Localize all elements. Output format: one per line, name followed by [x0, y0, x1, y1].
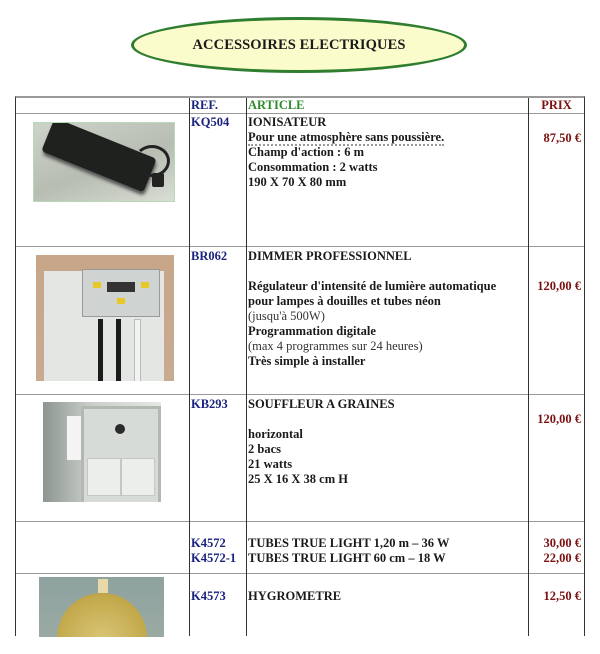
product-description — [247, 115, 529, 190]
souffleur-photo — [43, 402, 161, 502]
section-title-banner — [131, 17, 467, 73]
column-divider — [528, 98, 529, 636]
product-table — [15, 96, 585, 636]
product-spec: 190 X 70 X 80 mm — [248, 175, 347, 189]
product-spec: pour lampes à douilles et tubes néon — [248, 294, 441, 308]
dimmer-photo — [36, 255, 174, 381]
product-title: HYGROMETRE — [248, 589, 342, 603]
product-price: 120,00 € — [537, 412, 581, 426]
product-price: 12,50 € — [543, 589, 581, 603]
table-row — [16, 522, 584, 574]
section-title: ACCESSOIRES ELECTRIQUES — [192, 36, 406, 53]
product-spec: Consommation : 2 watts — [248, 160, 378, 174]
product-spec: Programmation digitale — [248, 324, 376, 338]
column-divider — [246, 98, 247, 636]
product-ref: KQ504 — [191, 115, 230, 129]
product-title: SOUFFLEUR A GRAINES — [248, 397, 395, 411]
table-row — [16, 247, 584, 395]
product-price: 22,00 € — [543, 551, 581, 565]
product-spec: (jusqu'à 500W) — [248, 309, 325, 323]
product-price: 87,50 € — [543, 131, 581, 145]
product-price: 120,00 € — [537, 279, 581, 293]
product-spec: 21 watts — [248, 457, 293, 471]
column-divider — [189, 98, 190, 636]
product-spec: 2 bacs — [248, 442, 281, 456]
header-ref: REF. — [191, 98, 218, 112]
table-row — [16, 574, 584, 654]
product-description — [247, 589, 529, 604]
product-description — [247, 397, 529, 487]
product-ref: BR062 — [191, 249, 228, 263]
product-spec: (max 4 programmes sur 24 heures) — [248, 339, 423, 353]
product-ref: K4572 — [191, 536, 226, 550]
product-price-list — [529, 536, 584, 566]
hygrometre-photo — [39, 577, 164, 637]
product-spec: Champ d'action : 6 m — [248, 145, 364, 159]
header-price: PRIX — [541, 98, 572, 112]
product-spec: 25 X 16 X 38 cm H — [248, 472, 348, 486]
product-tagline: Pour une atmosphère sans poussière. — [248, 130, 445, 144]
product-title: TUBES TRUE LIGHT 60 cm – 18 W — [248, 551, 446, 565]
product-title: DIMMER PROFESSIONNEL — [248, 249, 412, 263]
product-spec: horizontal — [248, 427, 303, 441]
product-ref-list — [190, 536, 247, 566]
header-article: ARTICLE — [248, 98, 305, 112]
product-title: IONISATEUR — [248, 115, 327, 129]
product-title: TUBES TRUE LIGHT 1,20 m – 36 W — [248, 536, 450, 550]
product-description — [247, 536, 529, 566]
ionisateur-photo — [33, 122, 175, 202]
table-row — [16, 114, 584, 247]
table-row — [16, 395, 584, 522]
product-ref: K4572-1 — [191, 551, 237, 565]
product-spec: Régulateur d'intensité de lumière automatique — [248, 279, 497, 293]
product-ref: K4573 — [191, 589, 226, 603]
product-description — [247, 249, 529, 369]
product-price: 30,00 € — [543, 536, 581, 550]
product-ref: KB293 — [191, 397, 228, 411]
product-spec: Très simple à installer — [248, 354, 366, 368]
table-header-row — [16, 98, 584, 114]
